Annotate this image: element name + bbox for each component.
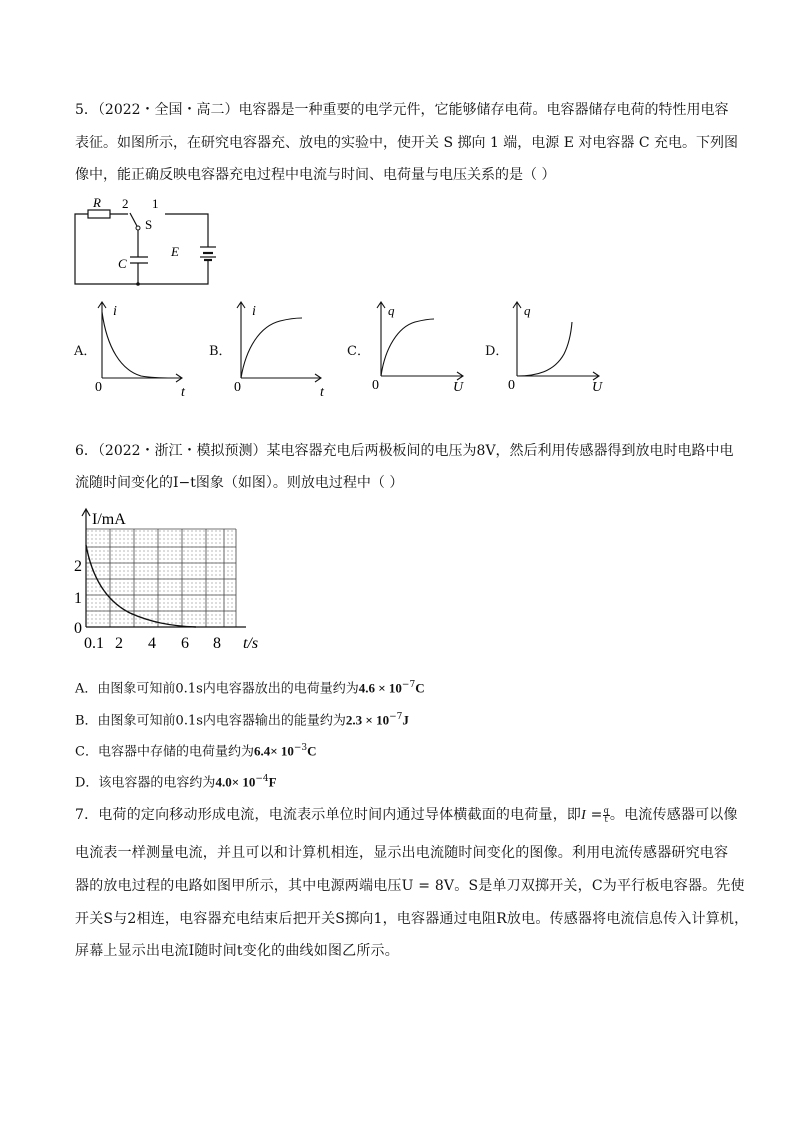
x-tick-8: 8 [213, 635, 221, 652]
q6-option-d[interactable]: D．该电容器的电容约为$4.0\times 10^{-4}F$ [75, 774, 277, 791]
y-tick-2: 2 [74, 558, 82, 575]
capacitor-label: C [118, 256, 127, 271]
q5-option-a-graph[interactable] [93, 298, 188, 398]
y-tick-0: 0 [74, 620, 82, 637]
y-axis-label: i [252, 304, 256, 319]
q5-option-c-letter[interactable]: C． [347, 344, 370, 359]
q7-line-4: 开关S与2相连，电容器充电结束后把开关S掷向1，电容器通过电阻R放电。传感器将电流信息传入计算机， [75, 911, 749, 927]
x-tick-0-1: 0.1 [84, 635, 104, 652]
q5-option-d-letter[interactable]: D． [485, 344, 509, 359]
resistor-label: R [93, 195, 101, 210]
q5-option-d-graph[interactable] [506, 298, 606, 398]
origin-label: 0 [234, 380, 241, 395]
q6-it-graph [70, 505, 270, 653]
decay-curve [102, 312, 173, 378]
q7-line-5: 屏幕上显示出电流I随时间t变化的曲线如图乙所示。 [75, 943, 399, 959]
q5-line-2: 表征。如图所示，在研究电容器充、放电的实验中，使开关 S 掷向 1 端，电源 E 对电容器 C 充电。下列图 [75, 135, 739, 151]
x-axis-label: U [592, 380, 603, 395]
switch-label: S [145, 217, 153, 232]
q7-line-2: 电流表一样测量电流，并且可以和计算机相连，显示出电流随时间变化的图像。利用电流传感器研究电容 [75, 845, 729, 861]
growth-curve [517, 322, 572, 376]
battery-label: E [171, 244, 179, 259]
q5-circuit-diagram [70, 195, 220, 290]
origin-label: 0 [95, 380, 102, 395]
y-tick-1: 1 [74, 590, 82, 607]
q5-option-c-graph[interactable] [370, 298, 470, 398]
q5-option-b-letter[interactable]: B． [209, 344, 232, 359]
q5-option-a-letter[interactable]: A． [74, 344, 97, 359]
x-axis-label: U [453, 380, 464, 395]
q6-line-2: 流随时间变化的I−t图象（如图）。则放电过程中（ ） [75, 475, 404, 491]
y-axis-label: i [113, 304, 117, 319]
saturation-curve [381, 319, 434, 376]
saturation-curve [241, 318, 302, 378]
x-tick-6: 6 [181, 635, 189, 652]
q7-line-1: 7．电荷的定向移动形成电流，电流表示单位时间内通过导体横截面的电荷量，即I = $\frac{q}{t}$ 。电流传感器可以像 [75, 805, 738, 824]
x-tick-4: 4 [148, 635, 156, 652]
origin-label: 0 [372, 378, 379, 393]
q5-option-b-graph[interactable] [232, 298, 327, 398]
q6-line-1: 6．（2022・浙江・模拟预测）某电容器充电后两极板间的电压为8V，然后利用传感器得到放电时电路中电 [75, 443, 734, 459]
origin-label: 0 [508, 378, 515, 393]
q6-option-b[interactable]: B．由图象可知前0.1s内电容器输出的能量约为$2.3 \times 10^{-7}J$ [75, 712, 409, 729]
q6-option-c[interactable]: C．电容器中存储的电荷量约为$6.4\times 10^{-3}C$ [75, 743, 317, 760]
x-axis-label: t/s [243, 635, 259, 652]
y-axis-label: q [524, 303, 531, 318]
q-over-t-fraction: $\frac{q}{t}$ [603, 805, 609, 824]
q7-line-3: 器的放电过程的电路如图甲所示，其中电源两端电压U = 8V。S是单刀双掷开关，C为平行板电容器。先使 [75, 878, 745, 894]
terminal-1-label: 1 [152, 196, 159, 211]
x-axis-label: t [181, 385, 185, 400]
q5-line-1: 5．（2022・全国・高二）电容器是一种重要的电学元件，它能够储存电荷。电容器储存电荷的特性用电容 [75, 102, 729, 118]
q5-line-3: 像中，能正确反映电容器充电过程中电流与时间、电荷量与电压关系的是（ ） [75, 167, 556, 183]
y-axis-label: q [388, 303, 395, 318]
terminal-2-label: 2 [122, 196, 129, 211]
x-axis-label: t [320, 385, 324, 400]
q6-option-a[interactable]: A．由图象可知前0.1s内电容器放出的电荷量约为$4.6 \times 10^{-7}C$ [75, 680, 425, 697]
y-axis-label: I/mA [92, 511, 126, 528]
x-tick-2: 2 [115, 635, 123, 652]
